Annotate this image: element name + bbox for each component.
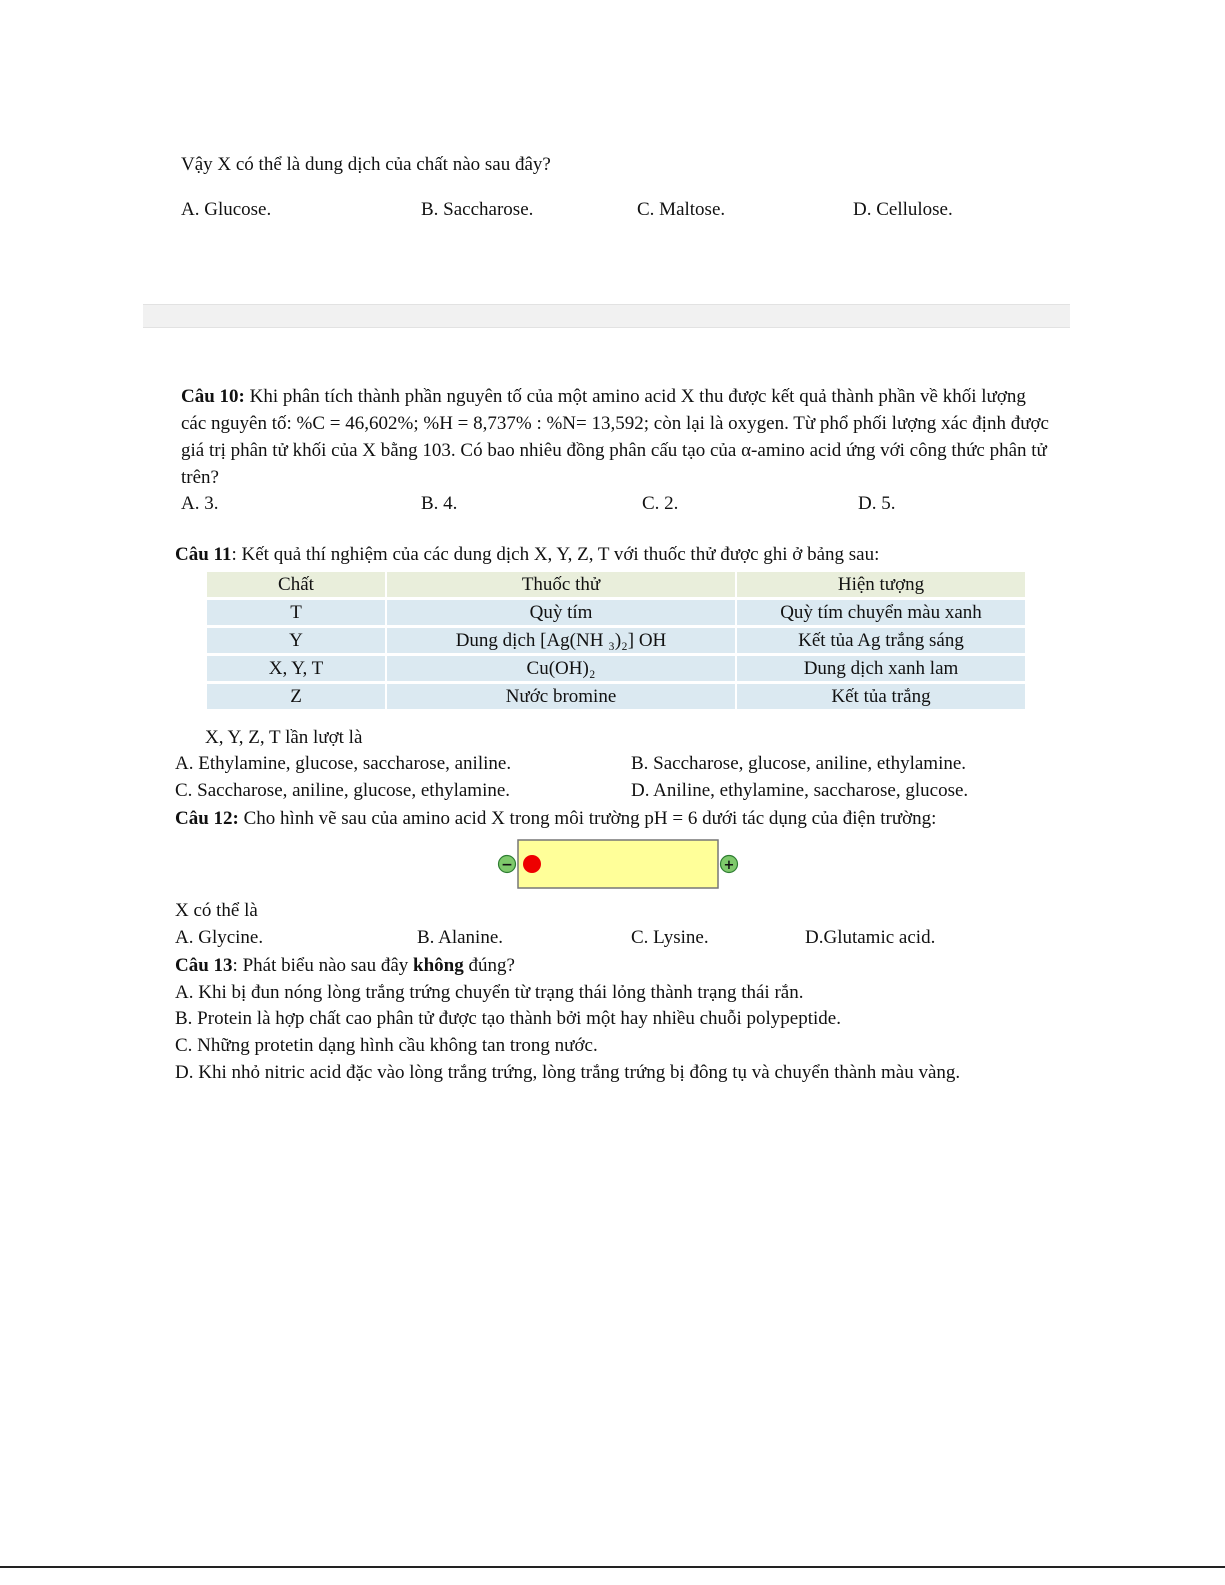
q12-label: Câu 12: <box>175 808 239 829</box>
q9-option-c: C. Maltose. <box>637 199 726 220</box>
q11-option-a: A. Ethylamine, glucose, saccharose, aniline. <box>175 753 512 774</box>
table-header: Hiện tượng <box>737 572 1025 597</box>
table-cell: Kết tủa trắng <box>737 684 1025 709</box>
q10-text: Khi phân tích thành phần nguyên tố của một amino acid X thu được kết quả thành phần về khối lượng các nguyên tố: %C = 46,602%; %H = 8,737% : %N= 13,592; còn lại là oxygen. Từ phổ phối lượng xác định được giá trị phân tử khối của X bằng 103. Có bao nhiêu đồng phân cấu tạo của α-amino acid ứng với công thức phân tử trên? <box>181 386 1049 488</box>
q9-option-a: A. Glucose. <box>181 199 272 220</box>
q11-option-c: C. Saccharose, aniline, glucose, ethylamine. <box>175 780 511 801</box>
table-cell: Dung dịch xanh lam <box>737 656 1025 681</box>
negative-sign: − <box>501 857 513 873</box>
q13-label: Câu 13 <box>175 955 233 976</box>
q12-conclusion: X có thể là <box>175 900 258 921</box>
electrophoresis-diagram <box>495 838 743 892</box>
table-cell: Z <box>207 684 385 709</box>
table-cell: X, Y, T <box>207 656 385 681</box>
q12-question <box>175 808 936 830</box>
table-row <box>207 628 1025 653</box>
q11-label: Câu 11 <box>175 544 232 565</box>
table-cell: Quỳ tím chuyển màu xanh <box>737 600 1025 625</box>
q10-option-d: D. 5. <box>858 493 896 514</box>
electric-field-box <box>518 840 718 888</box>
table-header: Thuốc thử <box>387 572 735 597</box>
q9-option-d: D. Cellulose. <box>853 199 953 220</box>
q10-option-a: A. 3. <box>181 493 219 514</box>
q12-option-d: D.Glutamic acid. <box>805 927 936 948</box>
page-separator <box>143 304 1070 328</box>
q13-text-after: đúng? <box>463 955 515 976</box>
q13-option-a: A. Khi bị đun nóng lòng trắng trứng chuyển từ trạng thái lỏng thành trạng thái rắn. <box>175 982 804 1003</box>
table-row <box>207 684 1025 709</box>
q13-option-c: C. Những protetin dạng hình cầu không tan trong nước. <box>175 1035 598 1056</box>
table-cell: Y <box>207 628 385 653</box>
positive-sign: + <box>723 858 735 873</box>
q11-conclusion: X, Y, Z, T lần lượt là <box>205 727 363 748</box>
q13-option-d: D. Khi nhỏ nitric acid đặc vào lòng trắng trứng, lòng trắng trứng bị đông tụ và chuyển thành màu vàng. <box>175 1062 961 1083</box>
table-cell: Dung dịch [Ag(NH ₃)₂] OH <box>387 628 735 653</box>
q12-option-a: A. Glycine. <box>175 927 264 948</box>
table-row <box>207 656 1025 681</box>
q13-option-b: B. Protein là hợp chất cao phân tử được tạo thành bởi một hay nhiều chuỗi polypeptide. <box>175 1008 841 1029</box>
q9-option-b: B. Saccharose. <box>421 199 534 220</box>
table-cell: Cu(OH)₂ <box>387 656 735 681</box>
q13-question <box>175 955 515 977</box>
amino-acid-particle <box>523 855 541 873</box>
q12-option-b: B. Alanine. <box>417 927 504 948</box>
q10-label: Câu 10: <box>181 386 245 407</box>
q10-option-b: B. 4. <box>421 493 458 514</box>
table-row <box>207 600 1025 625</box>
q11-text: : Kết quả thí nghiệm của các dung dịch X, Y, Z, T với thuốc thử được ghi ở bảng sau: <box>231 544 880 565</box>
table-cell: T <box>207 600 385 625</box>
table-header: Chất <box>207 572 385 597</box>
q12-option-c: C. Lysine. <box>631 927 709 948</box>
table-header-row <box>207 572 1025 597</box>
table-cell: Kết tủa Ag trắng sáng <box>737 628 1025 653</box>
q10-question <box>181 383 1051 491</box>
q11-option-d: D. Aniline, ethylamine, saccharose, glucose. <box>631 780 969 801</box>
q11-option-b: B. Saccharose, glucose, aniline, ethylamine. <box>631 753 967 774</box>
table-cell: Nước bromine <box>387 684 735 709</box>
q13-emphasis: không <box>413 955 464 976</box>
q11-experiment-table <box>205 569 1027 712</box>
page-bottom-border <box>0 1566 1225 1568</box>
q10-option-c: C. 2. <box>642 493 679 514</box>
q11-question <box>175 544 879 566</box>
table-cell: Quỳ tím <box>387 600 735 625</box>
q12-text: Cho hình vẽ sau của amino acid X trong môi trường pH = 6 dưới tác dụng của điện trường: <box>238 808 937 829</box>
q9-prompt: Vậy X có thể là dung dịch của chất nào sau đây? <box>181 154 551 175</box>
q13-text-before: : Phát biểu nào sau đây <box>232 955 414 976</box>
